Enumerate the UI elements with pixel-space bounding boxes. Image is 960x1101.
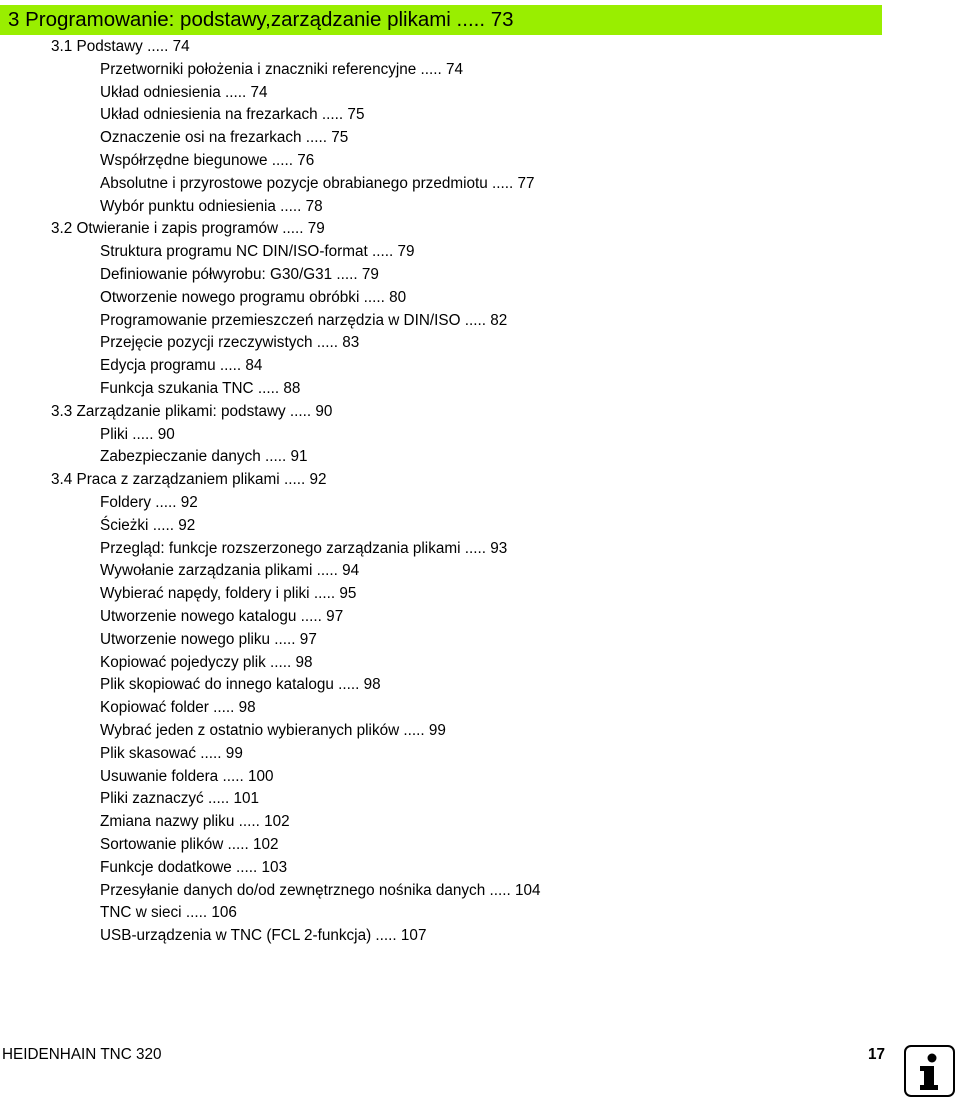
chapter-heading-bar xyxy=(0,5,882,35)
toc-subentry[interactable]: Przetworniki położenia i znaczniki referencyjne ..... 74 xyxy=(100,60,464,78)
toc-subentry[interactable]: Plik skasować ..... 99 xyxy=(100,744,243,762)
toc-subentry[interactable]: Funkcje dodatkowe ..... 103 xyxy=(100,858,288,876)
toc-subentry[interactable]: Edycja programu ..... 84 xyxy=(100,357,263,375)
toc-section-entry[interactable]: 3.1 Podstawy ..... 74 xyxy=(51,38,190,55)
toc-subentry[interactable]: Zabezpieczanie danych ..... 91 xyxy=(100,448,308,466)
info-icon xyxy=(904,1045,955,1097)
toc-subentry[interactable]: Foldery ..... 92 xyxy=(100,494,198,511)
toc-section-entry[interactable]: 3.4 Praca z zarządzaniem plikami ..... 92 xyxy=(51,471,327,489)
toc-subentry[interactable]: Plik skopiować do innego katalogu ..... 98 xyxy=(100,676,381,694)
page-number: 17 xyxy=(867,1046,885,1063)
toc-subentry[interactable]: Wybierać napędy, foldery i pliki ..... 95 xyxy=(100,585,357,603)
toc-subentry[interactable]: Przejęcie pozycji rzeczywistych ..... 83 xyxy=(100,334,360,352)
toc-subentry[interactable]: Otworzenie nowego programu obróbki ..... 80 xyxy=(100,288,407,306)
toc-subentry[interactable]: Układ odniesienia na frezarkach ..... 75 xyxy=(100,106,365,124)
toc-subentry[interactable]: Wybrać jeden z ostatnio wybieranych plików ..... 99 xyxy=(100,722,446,739)
toc-section-entry[interactable]: 3.2 Otwieranie i zapis programów ..... 79 xyxy=(51,220,325,238)
chapter-title: 3 Programowanie: podstawy,zarządzanie plikami ..... 73 xyxy=(8,8,514,31)
toc-subentry[interactable]: USB-urządzenia w TNC (FCL 2-funkcja) ..... 107 xyxy=(100,927,427,945)
toc-subentry[interactable]: Kopiować pojedyczy plik ..... 98 xyxy=(100,653,313,671)
toc-section-entry[interactable]: 3.3 Zarządzanie plikami: podstawy ..... 90 xyxy=(51,402,333,420)
toc-subentry[interactable]: Struktura programu NC DIN/ISO-format ..... 79 xyxy=(100,243,415,261)
info-glyph xyxy=(906,1047,953,1095)
toc-subentry[interactable]: Przesyłanie danych do/od zewnętrznego nośnika danych ..... 104 xyxy=(100,881,541,899)
toc-subentry[interactable]: Utworzenie nowego pliku ..... 97 xyxy=(100,630,317,648)
toc-subentry[interactable]: Przegląd: funkcje rozszerzonego zarządzania plikami ..... 93 xyxy=(100,539,508,557)
toc-subentry[interactable]: Wywołanie zarządzania plikami ..... 94 xyxy=(100,562,360,580)
footer-product-name: HEIDENHAIN TNC 320 xyxy=(2,1046,162,1063)
toc-subentry[interactable]: Współrzędne biegunowe ..... 76 xyxy=(100,152,315,169)
toc-subentry[interactable]: Kopiować folder ..... 98 xyxy=(100,699,256,717)
toc-subentry[interactable]: Definiowanie półwyrobu: G30/G31 ..... 79 xyxy=(100,266,379,283)
toc-subentry[interactable]: Pliki ..... 90 xyxy=(100,425,175,443)
toc-subentry[interactable]: Wybór punktu odniesienia ..... 78 xyxy=(100,197,323,215)
toc-subentry[interactable]: Usuwanie foldera ..... 100 xyxy=(100,767,274,785)
toc-subentry[interactable]: Absolutne i przyrostowe pozycje obrabianego przedmiotu ..... 77 xyxy=(100,174,535,192)
toc-subentry[interactable]: Funkcja szukania TNC ..... 88 xyxy=(100,380,301,397)
toc-subentry[interactable]: Układ odniesienia ..... 74 xyxy=(100,83,268,101)
toc-subentry[interactable]: TNC w sieci ..... 106 xyxy=(100,904,237,922)
toc-subentry[interactable]: Zmiana nazwy pliku ..... 102 xyxy=(100,813,290,831)
toc-subentry[interactable]: Pliki zaznaczyć ..... 101 xyxy=(100,790,259,808)
toc-subentry[interactable]: Programowanie przemieszczeń narzędzia w DIN/ISO ..... 82 xyxy=(100,311,508,329)
toc-subentry[interactable]: Oznaczenie osi na frezarkach ..... 75 xyxy=(100,129,349,147)
toc-subentry[interactable]: Utworzenie nowego katalogu ..... 97 xyxy=(100,608,344,625)
toc-subentry[interactable]: Ścieżki ..... 92 xyxy=(100,516,196,534)
toc-subentry[interactable]: Sortowanie plików ..... 102 xyxy=(100,836,279,853)
